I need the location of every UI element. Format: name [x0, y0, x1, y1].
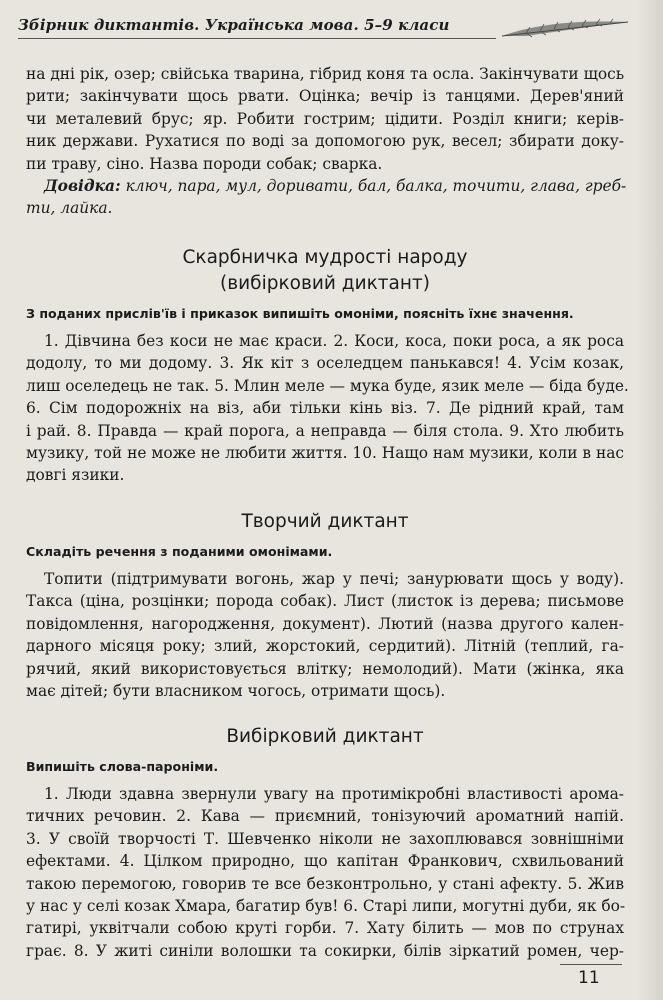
text-line: додолу, то ми додому. 3. Як кіт з оселедцем панькався! 4. Усім козак,: [26, 354, 624, 373]
intro-paragraph: [26, 63, 624, 175]
text-line: гатирі, уквітчали собою круті горби. 7. Хату білить — мов по струнах: [26, 919, 624, 938]
page-number: 11: [578, 968, 600, 988]
text-line: музику, той не може не любити життя. 10. Нащо нам музики, коли в нас: [26, 444, 624, 463]
section-title: Вибірковий диктант: [226, 726, 424, 747]
paronyms-paragraph: [26, 783, 624, 962]
hint-block: [26, 175, 627, 220]
section-instruction: З поданих прислів'їв і приказок випишіть омоніми, поясніть їхнє значення.: [26, 306, 574, 321]
hint-words-cont: ти, лайка.: [26, 199, 113, 218]
text-line: довгі язики.: [26, 466, 125, 485]
feather-icon: [496, 14, 636, 40]
text-line: Топити (підтримувати вогонь, жар у печі; занурювати щось у воду).: [44, 570, 624, 588]
page-edge-shadow: [637, 0, 663, 1000]
creative-paragraph: [26, 568, 624, 702]
hint-label: Довідка:: [44, 177, 121, 195]
text-line: повідомлення, нагородження, документ). Лютий (назва другого кален-: [26, 614, 624, 633]
text-line: тичних речовин. 2. Кава — приємний, тонізуючий ароматний напій.: [26, 807, 624, 826]
text-line: лиш оселедець не так. 5. Млин меле — мука буде, язик меле — біда буде.: [26, 376, 629, 395]
running-header: [18, 14, 638, 40]
text-line: у нас у селі козак Хмара, багатир був! 6. Старі липи, могутні дуби, як бо-: [26, 897, 626, 916]
text-line: такою перемогою, говорив те все безконтрольно, у стані афекту. 5. Жив: [26, 874, 624, 893]
text-line: 1. Люди здавна звернули увагу на протимікробні властивості арома-: [44, 785, 624, 803]
proverbs-paragraph: [26, 330, 629, 487]
text-line: має дітей; бути власником чогось, отримати щось).: [26, 682, 446, 701]
header-title: Збірник диктантів. Українська мова. 5–9 класи: [18, 16, 450, 34]
footer-rule: [560, 964, 622, 965]
text-line: дарного місяця року; злий, жорстокий, сердитий). Літній (теплий, га-: [26, 637, 624, 656]
section-title: Скарбничка мудрості народу: [182, 247, 468, 268]
section-subtitle: (вибірковий диктант): [220, 273, 430, 294]
hint-words: ключ, пара, мул, доривати, бал, балка, точити, глава, греб-: [125, 177, 627, 195]
header-rule: [18, 38, 496, 39]
text-line: 3. У своїй творчості Т. Шевченко ніколи не захоплювався зовнішніми: [26, 829, 624, 848]
text-line: Такса (ціна, розцінки; порода собак). Лист (листок із дерева; письмове: [26, 592, 624, 611]
text-line: чи металевий брус; яр. Робити гострим; цідити. Розділ книги; керів-: [26, 109, 624, 128]
text-line: 1. Дівчина без коси не має краси. 2. Коси, коса, поки роса, а як роса: [44, 332, 624, 350]
section-instruction: Складіть речення з поданими омонімами.: [26, 544, 333, 559]
text-line: 6. Сім подорожніх на віз, аби тільки кінь віз. 7. Де рідний край, там: [26, 399, 624, 418]
text-line: і рай. 8. Правда — край порога, а неправда — біля стола. 9. Хто любить: [26, 421, 624, 440]
text-line: на дні рік, озер; свійська тварина, гібрид коня та осла. Закінчувати щось: [26, 65, 625, 83]
text-line: ефектами. 4. Цілком природно, що капітан Франкович, схвильований: [26, 852, 624, 871]
text-line: ник держави. Рухатися по воді за допомогою рук, весел; збирати доку-: [26, 132, 624, 151]
text-line: грає. 8. У житі синіли волошки та сокирки, білів зіркатий ромен, чер-: [26, 941, 624, 960]
section-title: Творчий диктант: [241, 511, 409, 532]
text-line: рячий, який використовується влітку; немолодий). Мати (жінка, яка: [26, 659, 624, 678]
text-line: пи траву, сіно. Назва породи собак; сварка.: [26, 154, 383, 173]
section-instruction: Випишіть слова-пароніми.: [26, 759, 219, 774]
text-line: рити; закінчувати щось рвати. Оцінка; вечір із танцями. Дерев'яний: [26, 87, 624, 106]
